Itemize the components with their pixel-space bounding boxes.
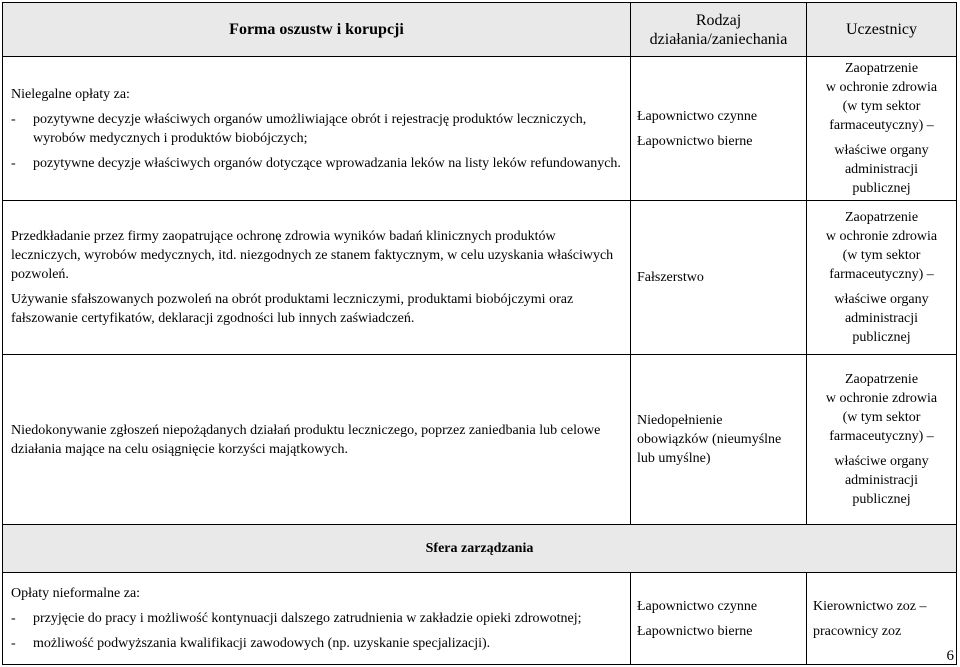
- header-action-type: Rodzaj działania/zaniechania: [631, 3, 807, 57]
- table-row: [3, 355, 957, 525]
- table-row: [3, 573, 957, 665]
- section-row: [3, 525, 957, 573]
- row4-action: Łapownictwo czynne Łapownictwo bierne: [631, 573, 807, 665]
- row1-participants: Zaopatrzenie w ochronie zdrowia (w tym sektor farmaceutyczny) – właściwe organy administracji publicznej: [807, 57, 957, 201]
- row4-participants: Kierownictwo zoz – pracownicy zoz: [807, 573, 957, 665]
- table-row: [3, 57, 957, 201]
- row3-participants: Zaopatrzenie w ochronie zdrowia (w tym sektor farmaceutyczny) – właściwe organy administracji publicznej: [807, 355, 957, 525]
- corruption-table: [2, 2, 957, 665]
- header-participants: Uczestnicy: [807, 3, 957, 57]
- row2-participants: Zaopatrzenie w ochronie zdrowia (w tym sektor farmaceutyczny) – właściwe organy administracji publicznej: [807, 201, 957, 355]
- section-title: Sfera zarządzania: [3, 525, 957, 573]
- row2-description: Przedkładanie przez firmy zaopatrujące ochronę zdrowia wyników badań klinicznych produktów leczniczych, wyrobów medycznych, itd. niezgodnych ze stanem faktycznym, w celu uzyskania właściwych pozwoleń. Używanie sfałszowanych pozwoleń na obrót produktami leczniczymi, produktami biobójczymi oraz fałszowanie certyfikatów, deklaracji zgodności lub innych zaświadczeń.: [3, 201, 631, 355]
- header-form: Forma oszustw i korupcji: [3, 3, 631, 57]
- row2-action: Fałszerstwo: [631, 201, 807, 355]
- table-row: [3, 201, 957, 355]
- row4-description: Opłaty nieformalne za: - przyjęcie do pracy i możliwość kontynuacji dalszego zatrudnienia w zakładzie opieki zdrowotnej; - możliwość podwyższania kwalifikacji zawodowych (np. uzyskanie specjalizacji).: [3, 573, 631, 665]
- page-number: 6: [946, 648, 954, 664]
- row1-description: Nielegalne opłaty za: - pozytywne decyzje właściwych organów umożliwiające obrót i rejestrację produktów leczniczych, wyrobów medycznych i produktów biobójczych; - pozytywne decyzje właściwych organów dotyczące wprowadzania leków na listy leków refundowanych.: [3, 57, 631, 201]
- table-header-row: [3, 3, 957, 57]
- row3-description: Niedokonywanie zgłoszeń niepożądanych działań produktu leczniczego, poprzez zaniedbania lub celowe działania mające na celu osiągnięcie korzyści majątkowych.: [3, 355, 631, 525]
- row3-action: Niedopełnienie obowiązków (nieumyślne lub umyślne): [631, 355, 807, 525]
- row1-action: Łapownictwo czynne Łapownictwo bierne: [631, 57, 807, 201]
